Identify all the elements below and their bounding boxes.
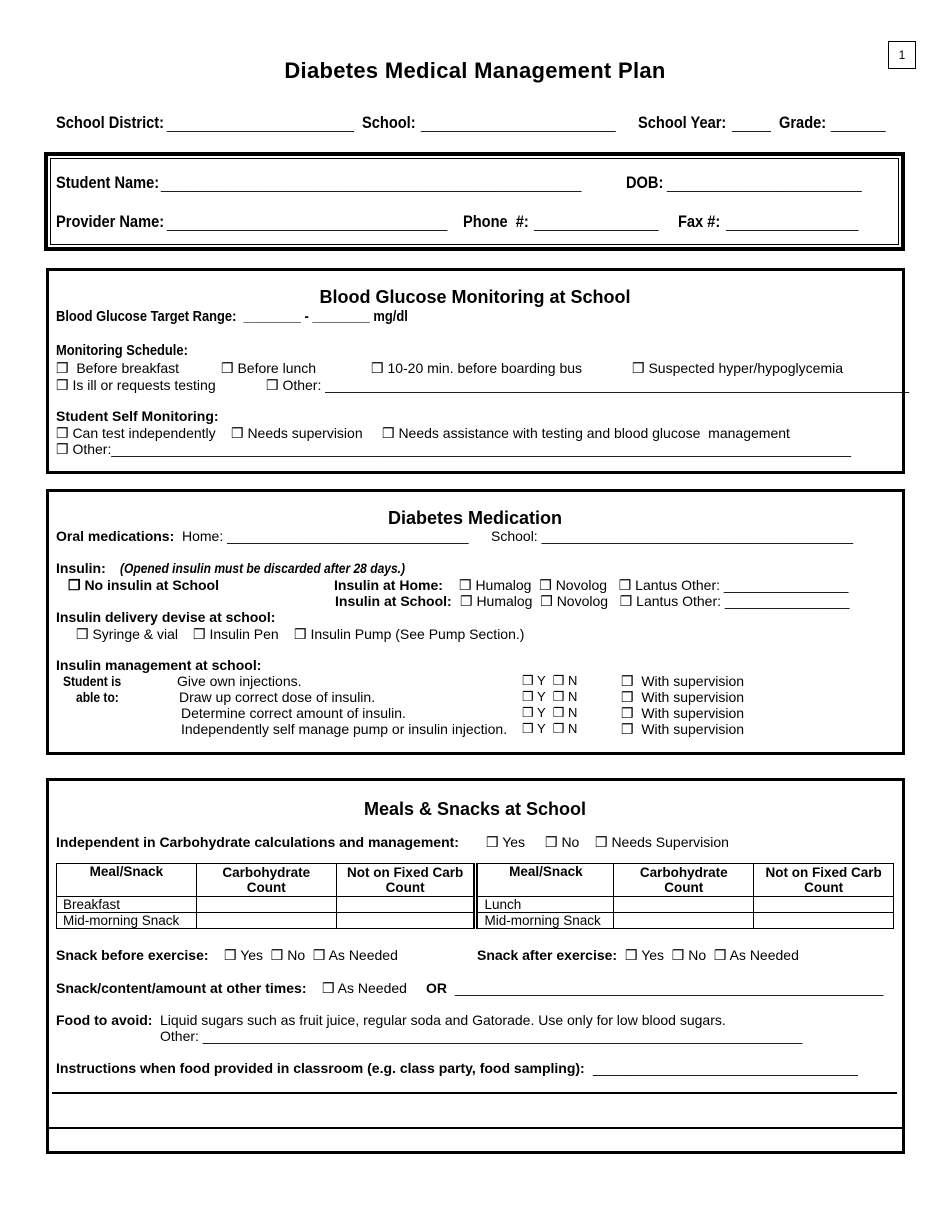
table-cell[interactable] [754,913,894,929]
school-year-label: School Year: [638,113,727,132]
phone-label: Phone #: [463,212,529,231]
no-insulin-option[interactable]: ❒ No insulin at School [68,577,219,593]
meals-heading: Meals & Snacks at School [363,799,587,819]
task-supervision[interactable]: ❒ With supervision [621,673,745,689]
table-cell[interactable] [336,897,476,913]
school-district-label: School District: [56,113,165,132]
target-range[interactable]: Blood Glucose Target Range: ________ - ________ mg/dl [56,308,408,325]
independent-no[interactable]: ❒ No [545,834,580,850]
school-label: School: [362,113,416,132]
oral-home-field[interactable]: Home: _______________________________ [182,528,469,544]
column-header: Carbohydrate Count [614,864,754,897]
instructions-label: Instructions when food provided in classroom (e.g. class party, food sampling): [56,1060,585,1076]
dob-label: DOB: [626,173,664,192]
snack-after-label: Snack after exercise: [477,947,618,963]
student-name-label: Student Name: [56,173,160,192]
meals-table [56,863,894,929]
independent-supervision[interactable]: ❒ Needs Supervision [595,834,729,850]
or-label: OR [426,980,447,996]
insulin-note: (Opened insulin must be discarded after 28 days.) [120,560,406,576]
school-year-field[interactable]: _____ [732,116,771,132]
self-supervision[interactable]: ❒ Needs supervision [231,425,363,441]
task-label: Independently self manage pump or insulin injection. [181,721,508,737]
grade-field[interactable]: _______ [831,116,886,132]
other-times-label: Snack/content/amount at other times: [56,980,307,996]
schedule-ill[interactable]: ❒ Is ill or requests testing [56,377,216,393]
glucose-heading: Blood Glucose Monitoring at School [319,287,631,307]
avoid-other-field[interactable]: Other: _____________________________________________________________________________ [160,1028,803,1044]
self-monitoring-label: Student Self Monitoring: [56,408,219,424]
avoid-text: Liquid sugars such as fruit juice, regular soda and Gatorade. Use only for low blood sugars. [160,1012,726,1028]
avoid-label: Food to avoid: [56,1012,153,1028]
delivery-syringe[interactable]: ❒ Syringe & vial [76,626,179,642]
task-label: Give own injections. [177,673,302,689]
task-supervision[interactable]: ❒ With supervision [621,705,745,721]
divider [48,1127,903,1129]
fax-label: Fax #: [678,212,721,231]
table-cell: Breakfast [57,897,197,913]
self-assistance[interactable]: ❒ Needs assistance with testing and blood glucose management [382,425,790,441]
medication-heading: Diabetes Medication [387,508,563,528]
oral-school-field[interactable]: School: ________________________________________ [491,528,854,544]
schedule-other[interactable]: ❒ Other: ___________________________________________________________________________ [266,377,910,393]
instructions-field[interactable]: __________________________________ [593,1060,858,1076]
self-other[interactable]: ❒ Other:_______________________________________________________________________________________________ [56,441,852,457]
task-supervision[interactable]: ❒ With supervision [621,689,745,705]
self-independent[interactable]: ❒ Can test independently [56,425,216,441]
grade-label: Grade: [779,113,827,132]
table-header-row [57,864,894,897]
independent-yes[interactable]: ❒ Yes [486,834,526,850]
schedule-label: Monitoring Schedule: [56,342,188,359]
page-number: 1 [898,48,906,62]
table-cell[interactable] [614,897,754,913]
task-label: Determine correct amount of insulin. [181,705,406,721]
schedule-suspected[interactable]: ❒ Suspected hyper/hypoglycemia [632,360,843,376]
task-supervision[interactable]: ❒ With supervision [621,721,745,737]
task-label: Draw up correct dose of insulin. [179,689,376,705]
table-cell: Mid-morning Snack [476,913,614,929]
column-header: Meal/Snack [476,864,614,897]
delivery-pen[interactable]: ❒ Insulin Pen [193,626,279,642]
table-cell[interactable] [336,913,476,929]
table-cell[interactable] [754,897,894,913]
table-row [57,913,894,929]
table-cell[interactable] [196,913,336,929]
management-label: Insulin management at school: [56,657,262,673]
independent-label: Independent in Carbohydrate calculations and management: [56,834,459,850]
table-cell[interactable] [614,913,754,929]
task-yn[interactable]: ❒ Y ❒ N [522,705,578,720]
schedule-before-bus[interactable]: ❒ 10-20 min. before boarding bus [371,360,583,376]
column-header: Not on Fixed Carb Count [336,864,476,897]
provider-name-field[interactable]: ____________________________________ [167,215,448,231]
snack-before-label: Snack before exercise: [56,947,209,963]
insulin-school-label: Insulin at School: [335,593,452,609]
school-field[interactable]: _________________________ [421,116,616,132]
column-header: Not on Fixed Carb Count [754,864,894,897]
column-header: Carbohydrate Count [196,864,336,897]
snack-before-options[interactable]: ❒ Yes ❒ No ❒ As Needed [224,947,398,963]
column-header: Meal/Snack [57,864,197,897]
insulin-school-options[interactable]: ❒ Humalog ❒ Novolog ❒ Lantus Other: ________________ [460,593,850,609]
other-times-option[interactable]: ❒ As Needed [322,980,407,996]
fax-field[interactable]: _________________ [726,215,859,231]
student-name-field[interactable]: ______________________________________________________ [161,176,582,192]
phone-field[interactable]: ________________ [534,215,659,231]
schedule-before-lunch[interactable]: ❒ Before lunch [221,360,317,376]
dob-field[interactable]: _________________________ [667,176,862,192]
other-times-field[interactable]: _______________________________________________________ [455,980,884,996]
snack-after-options[interactable]: ❒ Yes ❒ No ❒ As Needed [625,947,799,963]
divider [52,1092,897,1094]
page-title: Diabetes Medical Management Plan [284,58,666,83]
student-is-label: Student is [63,673,122,689]
provider-name-label: Provider Name: [56,212,165,231]
table-cell: Lunch [476,897,614,913]
insulin-home-label: Insulin at Home: [334,577,443,593]
school-district-field[interactable]: ________________________ [167,116,354,132]
task-yn[interactable]: ❒ Y ❒ N [522,673,578,688]
insulin-label: Insulin: [56,560,106,576]
table-cell: Mid-morning Snack [57,913,197,929]
delivery-label: Insulin delivery devise at school: [56,609,276,625]
student-info-box [44,152,905,251]
task-yn[interactable]: ❒ Y ❒ N [522,721,578,736]
delivery-pump[interactable]: ❒ Insulin Pump (See Pump Section.) [294,626,525,642]
insulin-home-options[interactable]: ❒ Humalog ❒ Novolog ❒ Lantus Other: ________________ [459,577,849,593]
task-yn[interactable]: ❒ Y ❒ N [522,689,578,704]
schedule-before-breakfast[interactable]: ❒ Before breakfast [56,360,180,376]
able-to-label: able to: [76,689,119,705]
oral-label: Oral medications: [56,528,175,544]
table-row [57,897,894,913]
table-cell[interactable] [196,897,336,913]
